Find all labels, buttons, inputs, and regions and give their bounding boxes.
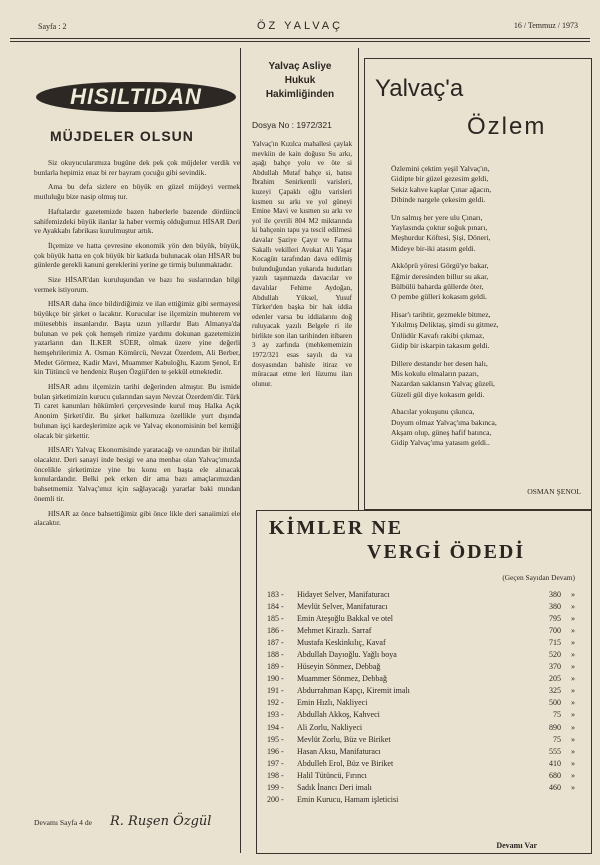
masthead [10,18,590,40]
tax-row [267,589,587,601]
poem-stanza [391,407,587,449]
article-paragraph: HİSAR adını ilçemizin tarihi değerinden almıştır. Bu ismide bulan şirketimizin kurucu çularından sayın Nevzat Özerdem'dir. Türk Ti caret kanunları hükümleri çerçevesinde kurul muş Halka Açık Anonim Şirketi'dir. Bu şirket halkımıza özellikle yurt dışında bulunan işçi kardeşlerimize açık ve Yalvaç ekonomisinin bel kemiği olacak bir şirkettir. [34,382,240,440]
column-divider-1 [240,48,241,853]
article-paragraph: İlçemize ve hatta çevresine ekonomik yön den büyük, büyük, çok büyük hatta en çok büyük bir katkıda bulunacak olan HİSAR bu günlerde gerekli kanuni gereklerini yerine ge tirmiş bulunmaktadır. [34,240,240,270]
tax-row-number: 186 - [267,626,284,636]
notice-heading [246,60,354,102]
poem-line: Doyum olmaz Yalvaç'ıma bakınca, [391,417,497,427]
article-footer [34,814,240,838]
article-body [34,158,240,533]
tax-amount: 890 [549,722,561,732]
taxpayer-name: Emin Kurucu, Hamam işleticisi [297,794,399,804]
tax-row [267,601,587,613]
notice-heading-line-3: Hakimliğinden [265,89,335,100]
poem-line: Eğmir deresinden billur su akar, [391,271,489,281]
taxpayer-name: Mustafa Keskinkılıç, Kavaf [297,638,386,648]
case-number: Dosya No : 1972/321 [252,120,332,130]
article-paragraph: Ama bu defa sizlere en büyük en güzel müjdeyi vermek mutluluğu bize nasip olmuş tur. [34,182,240,202]
tax-row [267,625,587,637]
tax-row [267,697,587,709]
poem-stanza [391,213,587,255]
tax-row-number: 189 - [267,662,284,672]
taxpayer-name: Abdullah Dayıoğlu. Yağlı boya [297,650,397,660]
taxpayer-name: Sadık İnancı Deri imalı [297,782,372,792]
poem-line: Gidip bir iskarpin takasım geldi. [391,341,490,351]
tax-row-number: 194 - [267,722,284,732]
tax-row [267,794,587,806]
tax-row-number: 187 - [267,638,284,648]
poem-stanza [391,261,587,303]
poem-line: Gidip Yalvaç'ıma yatasım geldi.. [391,438,490,448]
article-paragraph: HİSAR daha önce bildirdiğimiz ve ilan ettiğimiz gibi sermayesi büyükçe bir şirket o lacaktır. Kurucular ise ilçemizin muhterem ve mütesebbis insanlarıdır. Başta uzun yıllardır Batı Almanya'da bulunan ve pek çok hemşeh rimize yardımı dokunan gazetemizin yazarların dan İLKER SÜER, olmak üzere yine değerli hemşehrilerimiz A. Osman Kömürcü, Nevzat Özerdem, Ali Berber, Medet Görmez, Kadir Mavi, Muammer Kabuloğlu, Kazım Şenol, Er kin Tütüncü ve hendeniz Ruşen Özgül'den te şekkül etmektedir. [34,299,240,377]
continued-note: Devamı Sayfa 4 de [34,818,92,827]
ditto-mark: » [571,626,575,636]
notice-heading-line-1: Yalvaç Asliye [268,61,332,72]
poem-line: Dillere destandır her desen halı, [391,358,488,368]
taxpayer-name: Abdullah Akkoş, Kahveci [297,710,380,720]
article-paragraph: Siz okuyucularımıza bugüne dek pek çok müjdeler verdik ve bunlarla hepimiz enaz bi rer bayram çocuğu gibi sevindik. [34,158,240,177]
taxpayer-name: Ali Zorlu, Nakliyeci [297,722,363,732]
taxpayer-name: Halil Tütüncü, Fırıncı [297,770,367,780]
issue-date: 16 / Temmuz / 1973 [513,21,578,30]
continued-from-note: (Geçen Sayıdan Devam) [502,573,575,582]
tax-amount: 380 [549,590,561,599]
poem-stanza [391,164,587,206]
article-paragraph: Size HİSAR'dan kuruluşundan ve bazı hu suslarından bilgi vermek istiyorum. [34,275,240,294]
ditto-mark: » [571,770,575,780]
ditto-mark: » [571,602,575,612]
ditto-mark: » [571,638,575,648]
tax-row [267,613,587,625]
taxpayer-name: Emin Ateşoğlu Bakkal ve otel [297,614,393,624]
tax-row-number: 184 - [267,602,284,612]
ditto-mark: » [571,674,575,684]
tax-row-number: 197 - [267,758,284,768]
tax-title-line-2: VERGİ ÖDEDİ [367,541,526,563]
tax-amount: 370 [549,662,561,672]
tax-row-number: 200 - [267,794,284,804]
ditto-mark: » [571,746,575,756]
tax-row-number: 196 - [267,746,284,756]
poem-line: Akköprü yöresi Görgü'ye bakar, [391,261,489,271]
tax-row-number: 195 - [267,734,284,744]
taxpayer-name: Hidayet Selver, Manifaturacı [297,590,390,599]
tax-row [267,661,587,673]
taxpayer-name: Abdulleh Erol, Büz ve Biriket [297,758,394,768]
poem-line: Abacılar yokuşunu çıkınca, [391,407,475,417]
poem-title-line-1: Yalvaç'a [375,75,464,102]
poem-line: Mis kokulu elmaların pazarı, [391,368,479,378]
tax-list-box [256,510,592,854]
poem-line: Yaylasında çoktur soğuk pınarı, [391,223,488,233]
page-number: Sayfa : 2 [38,22,67,31]
continued-note: Devamı Var [496,841,537,850]
tax-row-number: 183 - [267,590,284,599]
poem-line: Güzeli gül diye kokasım geldi. [391,389,485,399]
tax-row [267,637,587,649]
tax-row-number: 192 - [267,698,284,708]
tax-amount: 500 [549,698,561,708]
ditto-mark: » [571,734,575,744]
tax-amount: 520 [549,650,561,660]
tax-amount: 75 [553,734,561,744]
tax-row-number: 191 - [267,686,284,696]
poem-line: Dibinde nargele çekesim geldi. [391,195,486,205]
tax-amount: 325 [549,686,561,696]
tax-row [267,673,587,685]
poem-line: Un salmış her yere ulu Çınarı, [391,212,483,222]
tax-amount: 205 [549,674,561,684]
tax-rows [267,589,587,806]
ditto-mark: » [571,590,575,599]
poem-line: Akşam olup, güneş hafif batınca, [391,427,492,437]
article-paragraph: HİSAR'ı Yalvaç Ekonomisinde yaratacağı ve ozundan bir ihtilal olacaktır. Deri sanayi inde besigi ve ana menbaı olan Yalvaç'ımızda öncelikle şirketimize yine bu konu en başta ele alınacak konulardandır. Belki pek erken dir ama bazı amaçlarımızdan bahsetmemiz Yalvaç'ımız için sağlayacağı yararlar baki mından önemli tir. [34,445,240,503]
taxpayer-name: Hasan Aksu, Manifaturacı [297,746,381,756]
taxpayer-name: Abdurrahman Kapçı, Kiremit imalı [297,686,410,696]
taxpayer-name: Mevlüt Selver, Manifaturacı [297,602,388,612]
ditto-mark: » [571,710,575,720]
taxpayer-name: Emin Hızlı, Nakliyeci [297,698,368,708]
poem-line: Sekiz kahve kaplar Çınar ağacın, [391,184,492,194]
tax-row-number: 185 - [267,614,284,624]
tax-amount: 75 [553,710,561,720]
tax-amount: 555 [549,746,561,756]
tax-amount: 715 [549,638,561,648]
poem-line: Mideye bir-iki atasım geldi. [391,243,476,253]
tax-row-number: 198 - [267,770,284,780]
masthead-rule [10,38,590,39]
tax-row-number: 193 - [267,710,284,720]
tax-row [267,770,587,782]
taxpayer-name: Mevlüt Zorlu, Büz ve Biriket [297,734,391,744]
poem-line: Yıkılmış Deliktaş, şimdi su gitmez, [391,320,499,330]
poem-stanza [391,359,587,401]
tax-amount: 795 [549,614,561,624]
poem-line: Bülbülü baharda güllerde öter, [391,282,484,292]
ditto-mark: » [571,686,575,696]
poem-stanzas [391,164,587,456]
column-mujdeler [10,48,238,848]
poem-box [364,58,592,510]
logo-text: HISILTIDAN [70,84,202,109]
tax-amount: 680 [549,770,561,780]
tax-row-number: 188 - [267,650,284,660]
article-paragraph: HİSAR az önce bahsettiğimiz gibi önce likle deri sanaiimizi ele alacaktır. [34,508,240,528]
hisiltidan-logo [36,72,236,126]
poem-line: Hisar'ı tarihtir, gezmekle bitmez, [391,309,491,319]
newspaper-title: ÖZ YALVAÇ [256,20,344,32]
poem-stanza [391,310,587,352]
tax-row [267,758,587,770]
poem-line: Gidipte bir güzel gezesim geldi, [391,174,489,184]
poem-line: Meşhurdur Köftesi, Şişi, Döneri, [391,233,491,243]
tax-amount: 380 [549,602,561,612]
tax-row [267,709,587,721]
tax-amount: 460 [549,782,561,792]
notice-heading-line-2: Hukuk [284,75,316,86]
ditto-mark: » [571,650,575,660]
taxpayer-name: Mehmet Kirazlı. Sarraf [297,626,372,636]
poem-line: Nazardan saklansın Yalvaç güzeli, [391,379,495,389]
tax-amount: 700 [549,626,561,636]
taxpayer-name: Muammer Sönmez, Debbağ [297,674,387,684]
notice-body: Yalvaç'ın Kızılca mahallesi çaylak mevkiin de kain doğusu Su arkı, aşağı bahçe yolu ve öte si Abdullah Mutaf bahçe si, batısı İbrahim Senirkentli varisleri, kuzeyi Çapaklı oğlu varisleri kısmen su arkı ve yol güneyi Emine Mavi ve kısmen su arkı ve yol ile çevrili 804 M2 miktarında ki bahçenin tapu ya tescil edilmesi davalar Şaziye Çayır ve Fatma Sakallı vekilleri Avukat Ali Yaşar Kocagün tarafından dava edilmiş bulunduğundan yukarıda hudutları yazılı taşınmazda davacılar ve davalılar Fehime Aydoğan, Abdullah Yüksel, Yusuf Türker'den başka bir hak iddia edenler varsa bu iddialarını doğ ruluyacak yazılı Belgele ri ile birlikte son ilan tarihinden itibaren 3 ay zarfında (mehkememizin 1972/321 esas sayılı da va dosyasından bahisle itiraz ve müracaat etme leri lüzumu ilan olunur. [252,140,352,388]
ditto-mark: » [571,698,575,708]
poem-author: OSMAN ŞENOL [527,487,581,496]
taxpayer-name: Hüseyin Sönmez, Debbağ [297,662,381,672]
tax-row [267,722,587,734]
tax-row [267,746,587,758]
author-signature: R. Ruşen Özgül [110,814,212,829]
poem-title-line-2: Özlem [467,113,547,140]
ditto-mark: » [571,662,575,672]
poem-line: Ünlüdür Kavafı rakibi çıkmaz, [391,330,485,340]
ditto-mark: » [571,758,575,768]
column-divider-2 [358,48,359,510]
masthead-rule-thin [10,41,590,42]
article-title: MÜJDELER OLSUN [50,128,194,144]
tax-title-line-1: KİMLER NE [269,517,404,539]
poem-line: O pembe gülleri kokasım geldi. [391,292,487,302]
tax-amount: 410 [549,758,561,768]
article-paragraph: Haftalardır gazetemizde bazen haberlerle bazende dördüncü sahifemizdeki büyük ilanlar la haber vermiş olduğumuz HİSAR Deri ve Ayakkabı fabrikası kurulmuştur artık. [34,206,240,236]
tax-row [267,782,587,794]
poem-line: Özlemini çektim yeşil Yalvaç'ın, [391,164,490,173]
tax-row [267,734,587,746]
tax-row [267,649,587,661]
ditto-mark: » [571,614,575,624]
tax-row [267,685,587,697]
ditto-mark: » [571,722,575,732]
tax-row-number: 199 - [267,782,284,792]
tax-row-number: 190 - [267,674,284,684]
ditto-mark: » [571,782,575,792]
